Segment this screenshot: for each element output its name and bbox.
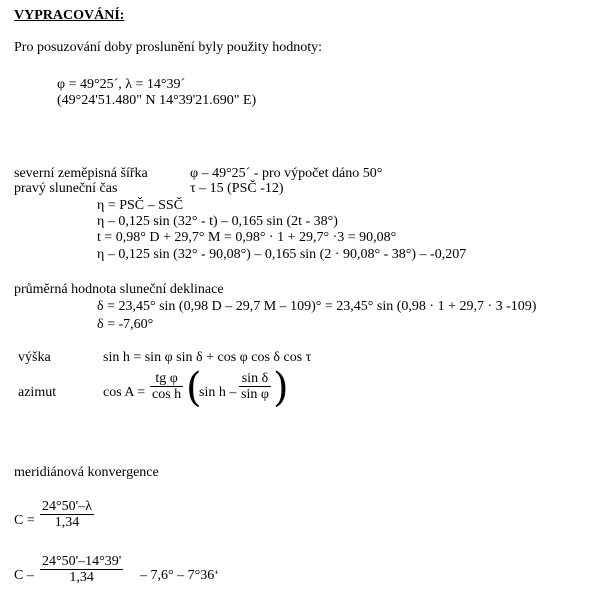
convergence2-fraction bbox=[40, 554, 123, 585]
convergence1-lhs: C = bbox=[14, 513, 35, 528]
coords-line1: φ = 49°25´, λ = 14°39´ bbox=[57, 77, 186, 92]
convergence2-result: – 7,6° – 7°36‘ bbox=[140, 568, 219, 583]
azimuth-inner-denominator: sin φ bbox=[241, 387, 269, 402]
declination-equation: δ = 23,45° sin (0,98 D – 29,7 M – 109)° = 23,45° sin (0,98 · 1 + 29,7 · 3 -109) bbox=[97, 299, 537, 314]
azimuth-lhs: cos A = bbox=[103, 385, 146, 400]
azimuth-fraction bbox=[150, 371, 183, 402]
convergence2-numerator: 24°50'–14°39' bbox=[42, 554, 122, 569]
solar-time-label: pravý sluneční čas bbox=[14, 181, 118, 196]
convergence2-denominator: 1,34 bbox=[40, 569, 123, 585]
intro-text: Pro posuzování doby proslunění byly použity hodnoty: bbox=[14, 40, 322, 55]
azimuth-right-paren: ) bbox=[273, 365, 289, 411]
convergence1-numerator: 24°50'–λ bbox=[42, 499, 92, 514]
convergence1-denominator: 1,34 bbox=[40, 514, 94, 530]
convergence2-lhs: C – bbox=[14, 568, 34, 583]
azimuth-fraction-denominator: cos h bbox=[152, 387, 182, 402]
azimuth-fraction-numerator: tg φ bbox=[155, 371, 178, 386]
azimuth-inner-fraction bbox=[239, 371, 271, 402]
convergence-label: meridiánová konvergence bbox=[14, 465, 159, 480]
equation-eta-result: η – 0,125 sin (32° - 90,08°) – 0,165 sin (2 · 90,08° - 38°) – -0,207 bbox=[97, 247, 467, 262]
coords-line2: (49°24'51.480" N 14°39'21.690" E) bbox=[57, 93, 257, 108]
latitude-value: φ – 49°25´ - pro výpočet dáno 50° bbox=[190, 166, 383, 181]
equation-eta-formula: η – 0,125 sin (32° - t) – 0,165 sin (2t - 38°) bbox=[97, 214, 338, 229]
azimuth-inner-numerator: sin δ bbox=[241, 371, 269, 386]
azimuth-left-paren: ( bbox=[186, 365, 202, 411]
convergence1-fraction bbox=[40, 499, 94, 530]
equation-t: t = 0,98° D + 29,7° M = 0,98° · 1 + 29,7° ·3 = 90,08° bbox=[97, 230, 397, 245]
latitude-label: severní zeměpisná šířka bbox=[14, 166, 148, 181]
heading: VYPRACOVÁNÍ: bbox=[14, 8, 125, 23]
height-equation: sin h = sin φ sin δ + cos φ cos δ cos τ bbox=[103, 350, 312, 365]
azimuth-inner-text: sin h – bbox=[199, 385, 237, 400]
solar-time-value: τ – 15 (PSČ -12) bbox=[190, 181, 284, 196]
height-label: výška bbox=[18, 350, 51, 365]
equation-eta-def: η = PSČ – SSČ bbox=[97, 198, 184, 213]
azimuth-label: azimut bbox=[18, 385, 57, 400]
declination-label: průměrná hodnota sluneční deklinace bbox=[14, 282, 224, 297]
declination-result: δ = -7,60° bbox=[97, 317, 154, 332]
